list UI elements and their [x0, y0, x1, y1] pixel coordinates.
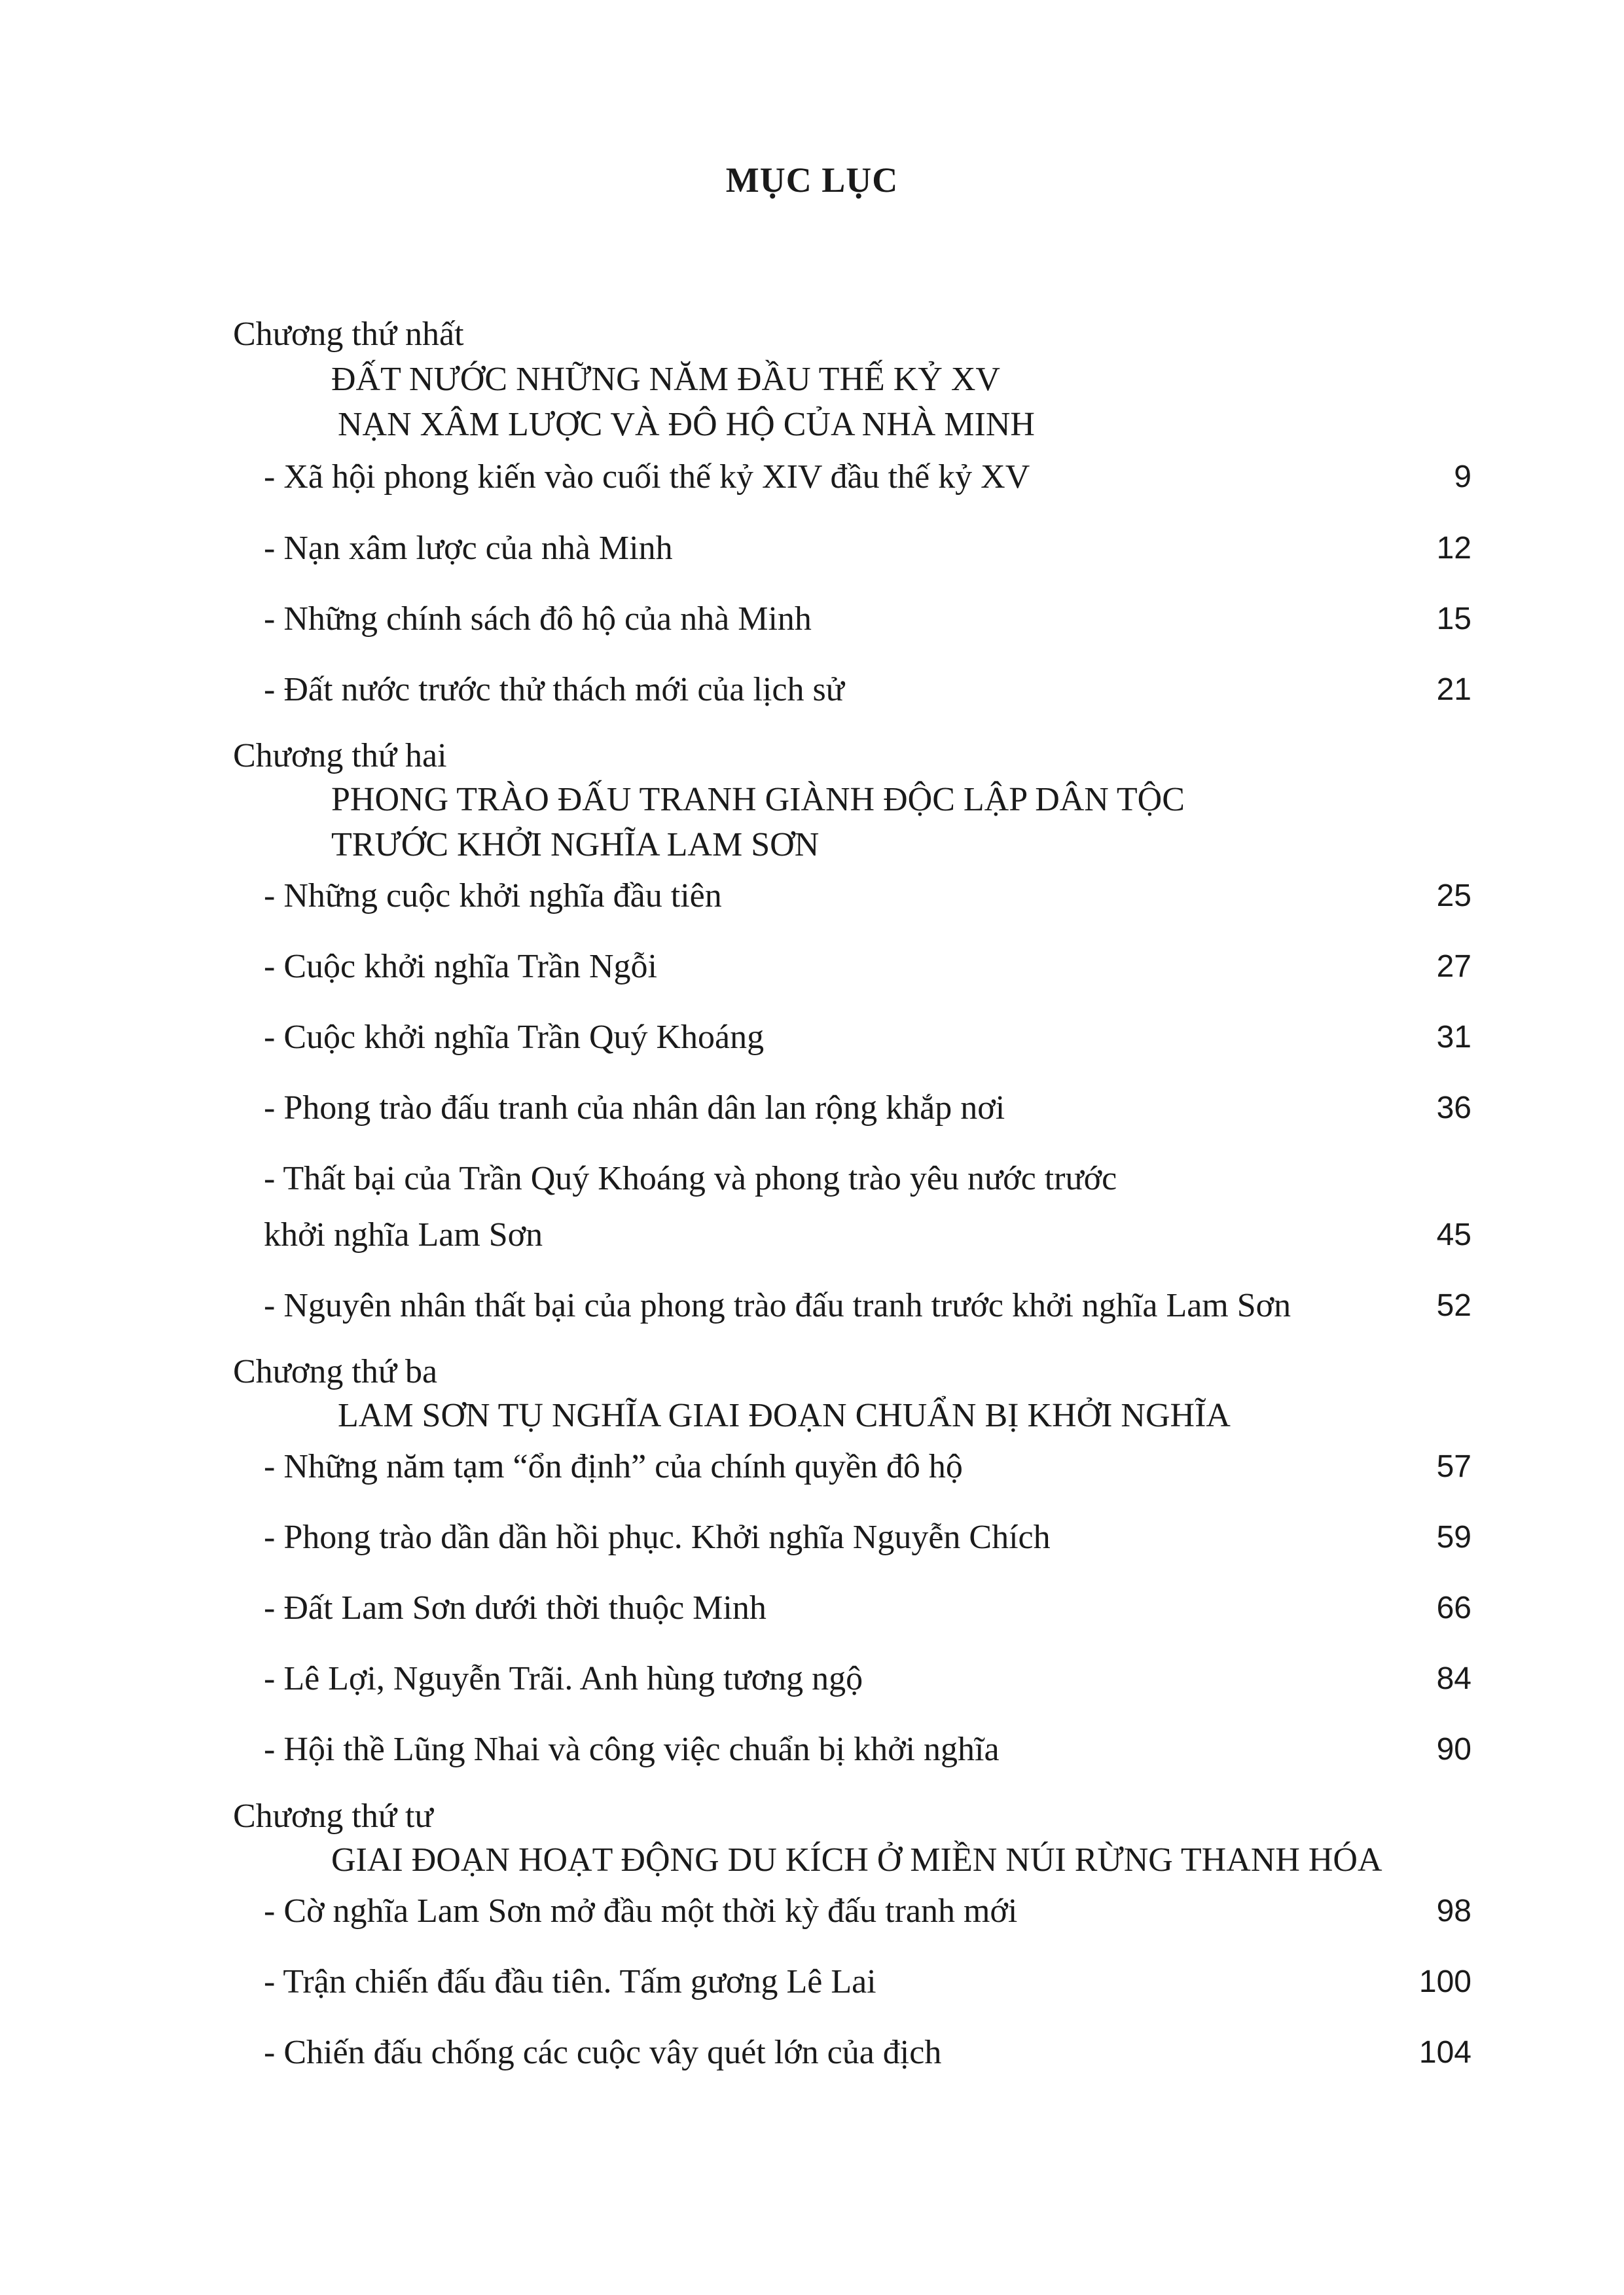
toc-entry: - Phong trào đấu tranh của nhân dân lan rộng khắp nơi: [264, 1089, 1005, 1127]
page-number: 36: [1436, 1091, 1471, 1125]
page-number: 57: [1436, 1449, 1471, 1484]
toc-entry: - Đất Lam Sơn dưới thời thuộc Minh: [264, 1589, 767, 1627]
toc-entry: - Thất bại của Trần Quý Khoáng và phong trào yêu nước trước: [264, 1160, 1117, 1197]
page-number: 25: [1436, 878, 1471, 913]
chapter-heading: TRƯỚC KHỞI NGHĨA LAM SƠN: [331, 826, 820, 863]
chapter-heading: NẠN XÂM LƯỢC VÀ ĐÔ HỘ CỦA NHÀ MINH: [338, 406, 1035, 443]
page-number: 90: [1436, 1732, 1471, 1767]
page-title: MỤC LỤC: [725, 160, 899, 200]
chapter-heading: PHONG TRÀO ĐẤU TRANH GIÀNH ĐỘC LẬP DÂN TỘC: [331, 781, 1185, 818]
toc-entry: - Chiến đấu chống các cuộc vây quét lớn của địch: [264, 2034, 942, 2071]
page-number: 45: [1436, 1218, 1471, 1252]
page-number: 27: [1436, 949, 1471, 984]
page-number: 59: [1436, 1520, 1471, 1555]
chapter-heading: GIAI ĐOẠN HOẠT ĐỘNG DU KÍCH Ở MIỀN NÚI RỪNG THANH HÓA: [331, 1841, 1382, 1879]
page-number: 84: [1436, 1661, 1471, 1696]
page-number: 15: [1436, 602, 1471, 636]
page-number: 104: [1418, 2035, 1471, 2070]
chapter-label: Chương thứ ba: [233, 1353, 438, 1390]
toc-entry: - Cờ nghĩa Lam Sơn mở đầu một thời kỳ đấu tranh mới: [264, 1892, 1018, 1930]
chapter-heading: ĐẤT NƯỚC NHỮNG NĂM ĐẦU THẾ KỶ XV: [331, 361, 1000, 398]
toc-entry: - Trận chiến đấu đầu tiên. Tấm gương Lê Lai: [264, 1963, 876, 2000]
toc-entry: - Những cuộc khởi nghĩa đầu tiên: [264, 877, 722, 914]
page-number: 21: [1436, 672, 1471, 707]
chapter-label: Chương thứ nhất: [233, 316, 464, 353]
page-number: 31: [1436, 1020, 1471, 1055]
page-number: 66: [1436, 1591, 1471, 1625]
toc-entry: - Nạn xâm lược của nhà Minh: [264, 530, 673, 567]
toc-entry: - Hội thề Lũng Nhai và công việc chuẩn bị khởi nghĩa: [264, 1731, 1000, 1768]
page-number: 9: [1454, 460, 1471, 494]
page-number: 52: [1436, 1288, 1471, 1323]
toc-entry: - Lê Lợi, Nguyễn Trãi. Anh hùng tương ngộ: [264, 1660, 863, 1697]
page-number: 98: [1436, 1894, 1471, 1928]
toc-entry: - Cuộc khởi nghĩa Trần Ngỗi: [264, 948, 657, 985]
chapter-heading: LAM SƠN TỤ NGHĨA GIAI ĐOẠN CHUẨN BỊ KHỞI NGHĨA: [338, 1397, 1231, 1434]
toc-entry: - Những chính sách đô hộ của nhà Minh: [264, 600, 812, 638]
toc-entry: - Cuộc khởi nghĩa Trần Quý Khoáng: [264, 1019, 765, 1056]
toc-entry: - Đất nước trước thử thách mới của lịch sử: [264, 671, 844, 708]
chapter-label: Chương thứ tư: [233, 1798, 433, 1835]
page-number: 100: [1418, 1964, 1471, 1999]
chapter-label: Chương thứ hai: [233, 737, 447, 774]
page-number: 12: [1436, 531, 1471, 566]
toc-entry-continuation: khởi nghĩa Lam Sơn: [264, 1216, 543, 1254]
toc-entry: - Xã hội phong kiến vào cuối thế kỷ XIV đầu thế kỷ XV: [264, 458, 1030, 496]
toc-entry: - Nguyên nhân thất bại của phong trào đấu tranh trước khởi nghĩa Lam Sơn: [264, 1287, 1291, 1324]
toc-entry: - Những năm tạm “ổn định” của chính quyền đô hộ: [264, 1448, 963, 1485]
toc-entry: - Phong trào dần dần hồi phục. Khởi nghĩa Nguyễn Chích: [264, 1519, 1051, 1556]
